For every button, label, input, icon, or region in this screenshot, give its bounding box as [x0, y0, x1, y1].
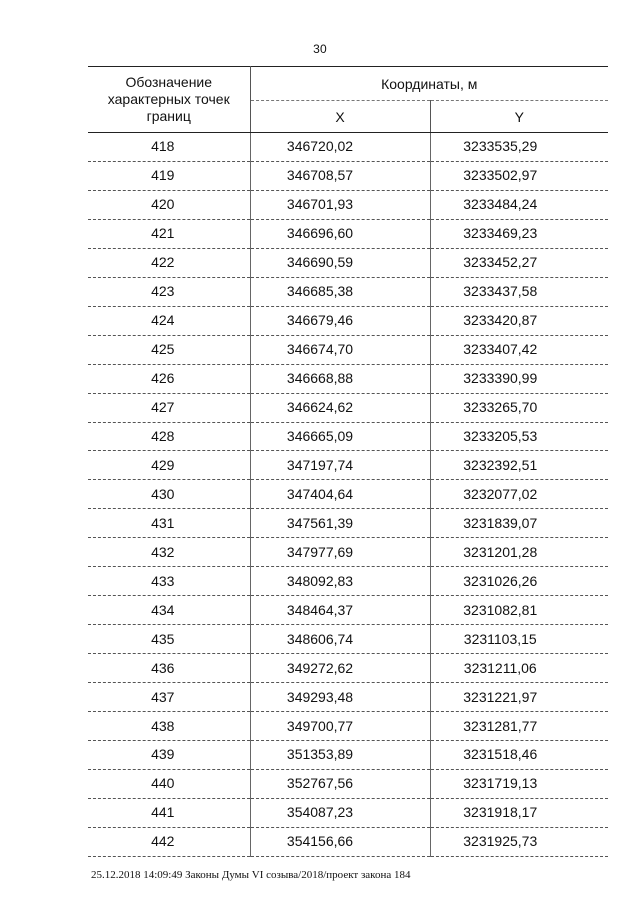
header-y: Y	[430, 101, 608, 133]
x-cell: 346685,38	[250, 277, 430, 306]
y-cell: 3233390,99	[430, 364, 608, 393]
y-cell: 3231719,13	[430, 769, 608, 798]
x-cell: 347561,39	[250, 509, 430, 538]
point-cell: 437	[88, 683, 250, 712]
table-row	[88, 625, 608, 654]
y-cell: 3233535,29	[430, 133, 608, 162]
point-cell: 421	[88, 219, 250, 248]
table-row	[88, 712, 608, 741]
y-cell: 3233484,24	[430, 190, 608, 219]
table-row	[88, 451, 608, 480]
table-row	[88, 567, 608, 596]
y-cell: 3233265,70	[430, 393, 608, 422]
y-cell: 3231839,07	[430, 509, 608, 538]
table-row	[88, 596, 608, 625]
x-cell: 346720,02	[250, 133, 430, 162]
x-cell: 354156,66	[250, 827, 430, 856]
point-cell: 432	[88, 538, 250, 567]
table-row	[88, 219, 608, 248]
point-cell: 429	[88, 451, 250, 480]
table-row	[88, 480, 608, 509]
x-cell: 346696,60	[250, 219, 430, 248]
table-row	[88, 683, 608, 712]
y-cell: 3231082,81	[430, 596, 608, 625]
point-cell: 442	[88, 827, 250, 856]
y-cell: 3231518,46	[430, 741, 608, 770]
table-row	[88, 509, 608, 538]
table-row	[88, 335, 608, 364]
x-cell: 352767,56	[250, 769, 430, 798]
table-row	[88, 741, 608, 770]
x-cell: 346708,57	[250, 161, 430, 190]
y-cell: 3231201,28	[430, 538, 608, 567]
table-row	[88, 190, 608, 219]
table-body	[88, 133, 608, 857]
y-cell: 3233437,58	[430, 277, 608, 306]
y-cell: 3231026,26	[430, 567, 608, 596]
table-row	[88, 161, 608, 190]
y-cell: 3231281,77	[430, 712, 608, 741]
point-cell: 434	[88, 596, 250, 625]
point-cell: 423	[88, 277, 250, 306]
y-cell: 3232077,02	[430, 480, 608, 509]
point-cell: 433	[88, 567, 250, 596]
x-cell: 348606,74	[250, 625, 430, 654]
point-cell: 422	[88, 248, 250, 277]
y-cell: 3233502,97	[430, 161, 608, 190]
x-cell: 346690,59	[250, 248, 430, 277]
page-number: 30	[313, 42, 327, 56]
header-row-top	[88, 67, 608, 101]
header-x: X	[250, 101, 430, 133]
point-cell: 427	[88, 393, 250, 422]
point-cell: 420	[88, 190, 250, 219]
point-cell: 426	[88, 364, 250, 393]
x-cell: 346665,09	[250, 422, 430, 451]
x-cell: 349272,62	[250, 654, 430, 683]
x-cell: 346674,70	[250, 335, 430, 364]
y-cell: 3231918,17	[430, 798, 608, 827]
table-row	[88, 798, 608, 827]
table-row	[88, 538, 608, 567]
x-cell: 346668,88	[250, 364, 430, 393]
point-cell: 441	[88, 798, 250, 827]
table-row	[88, 422, 608, 451]
point-cell: 425	[88, 335, 250, 364]
table-row	[88, 364, 608, 393]
y-cell: 3231103,15	[430, 625, 608, 654]
x-cell: 348464,37	[250, 596, 430, 625]
x-cell: 346679,46	[250, 306, 430, 335]
table-row	[88, 306, 608, 335]
y-cell: 3233205,53	[430, 422, 608, 451]
table-row	[88, 277, 608, 306]
x-cell: 354087,23	[250, 798, 430, 827]
table-row	[88, 654, 608, 683]
x-cell: 347197,74	[250, 451, 430, 480]
table-row	[88, 769, 608, 798]
x-cell: 346701,93	[250, 190, 430, 219]
table-row	[88, 393, 608, 422]
point-cell: 438	[88, 712, 250, 741]
header-points: Обозначение характерных точек границ	[88, 67, 250, 133]
y-cell: 3233420,87	[430, 306, 608, 335]
point-cell: 428	[88, 422, 250, 451]
table-row	[88, 133, 608, 162]
y-cell: 3231221,97	[430, 683, 608, 712]
x-cell: 348092,83	[250, 567, 430, 596]
x-cell: 347404,64	[250, 480, 430, 509]
x-cell: 349293,48	[250, 683, 430, 712]
x-cell: 346624,62	[250, 393, 430, 422]
point-cell: 435	[88, 625, 250, 654]
x-cell: 349700,77	[250, 712, 430, 741]
x-cell: 351353,89	[250, 741, 430, 770]
y-cell: 3233407,42	[430, 335, 608, 364]
header-coordinates: Координаты, м	[250, 67, 608, 101]
y-cell: 3231925,73	[430, 827, 608, 856]
y-cell: 3233469,23	[430, 219, 608, 248]
coordinates-table	[88, 66, 608, 857]
point-cell: 436	[88, 654, 250, 683]
point-cell: 440	[88, 769, 250, 798]
point-cell: 430	[88, 480, 250, 509]
table-row	[88, 827, 608, 856]
y-cell: 3233452,27	[430, 248, 608, 277]
point-cell: 439	[88, 741, 250, 770]
table-row	[88, 248, 608, 277]
y-cell: 3232392,51	[430, 451, 608, 480]
point-cell: 419	[88, 161, 250, 190]
point-cell: 418	[88, 133, 250, 162]
point-cell: 424	[88, 306, 250, 335]
point-cell: 431	[88, 509, 250, 538]
x-cell: 347977,69	[250, 538, 430, 567]
y-cell: 3231211,06	[430, 654, 608, 683]
footer-note: 25.12.2018 14:09:49 Законы Думы VI созыва/2018/проект закона 184	[91, 869, 411, 881]
